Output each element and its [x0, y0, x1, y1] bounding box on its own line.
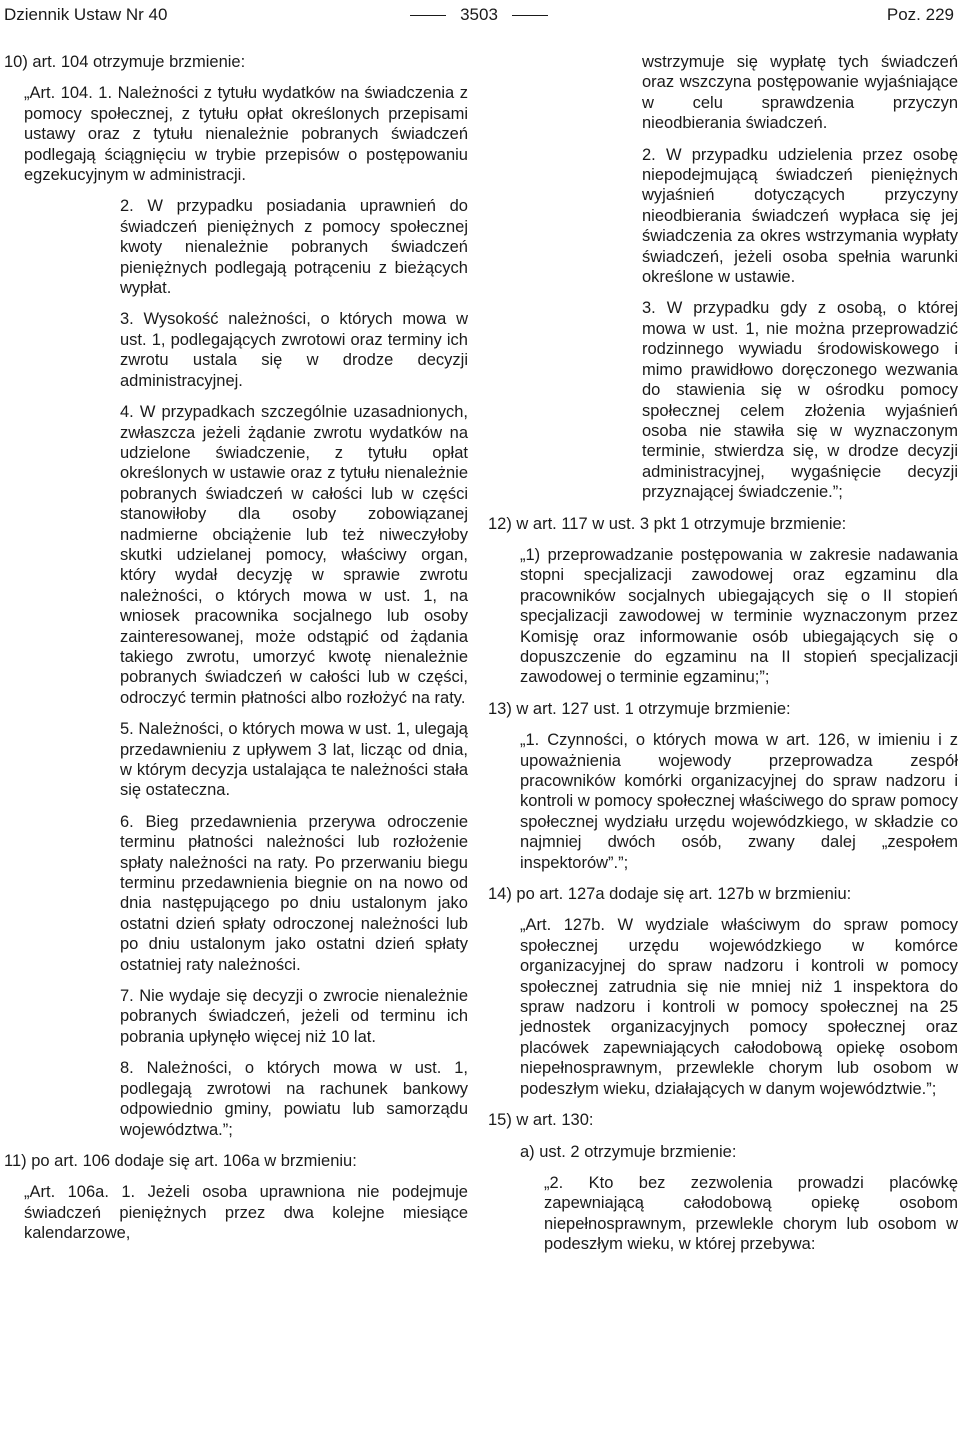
- amendment-11: 11) po art. 106 dodaje się art. 106a w brzmieniu:: [4, 1151, 357, 1170]
- amendment-14: 14) po art. 127a dodaje się art. 127b w brzmieniu:: [488, 885, 852, 904]
- art-106a-ust-1-continued: wstrzymuje się wypłatę tych świadczeń oraz wszczyna postępowanie wyjaśniające w celu sprawdzenia przyczyn nieodbierania świadczeń.: [642, 53, 958, 133]
- art-127-ust-1: „1. Czynności, o których mowa w art. 126, w imieniu i z upoważnienia wojewody przeprowadza zespół pracowników komórki organizacyjnej do spraw nadzoru i kontroli w pomocy społecznej właściwego do spraw pomocy społecznej wydziału urzędu wojewódzkiego, w składzie co najmniej dwóch osób, zwany dalej „zespołem inspektorów”.”;: [520, 731, 958, 872]
- art-104-ust-1: „Art. 104. 1. Należności z tytułu wydatków na świadczenia z pomocy społecznej, z tytułu opłat określonych przepisami ustawy oraz z tytułu nienależnie pobranych świadczeń podlegają ściągnięciu w trybie przepisów o postępowaniu egzekucyjnym w administracji.: [24, 84, 468, 185]
- amendment-10: 10) art. 104 otrzymuje brzmienie:: [4, 53, 246, 71]
- art-106a-ust-3: 3. W przypadku gdy z osobą, o której mowa w ust. 1, nie można przeprowadzić rodzinnego wywiadu środowiskowego i mimo prawidłowo doręczonego wezwania do stawienia się w ośrodku pomocy społecznej celem złożenia wyjaśnień osoba nie stawiła się w wyznaczonym terminie, stwierdza się, w drodze decyzji administracyjnej, wygaśnięcie decyzji przyznającej świadczenie.”;: [642, 299, 958, 502]
- art-117-pkt-1: „1) przeprowadzanie postępowania w zakresie nadawania stopni specjalizacji zawodowej oraz egzaminu dla pracowników socjalnych ubiegających się o II stopień specjalizacji zawodowej w terminie wyznaczonym przez Komisję oraz informowanie osób ubiegających się o dopuszczenie do egzaminu na II stopień specjalizacji zawodowej o terminie egzaminu;”;: [520, 545, 958, 687]
- journal-title: Dziennik Ustaw Nr 40: [4, 5, 168, 24]
- art-104-ust-6: 6. Bieg przedawnienia przerywa odroczenie terminu płatności należności lub rozłożenie spłaty należności na raty. Po przerwaniu biegu terminu przedawnienia biegnie on na nowo od dnia następującego po dniu ustalonym jako ostatni dzień spłaty odroczonej należności lub po dniu ustalonym jako ostatni dzień spłaty ostatniej raty należności.: [120, 812, 468, 974]
- art-104-ust-5: 5. Należności, o których mowa w ust. 1, ulegają przedawnieniu z upływem 3 lat, licząc od dnia, w którym decyzja ustalająca te należności stała się ostateczna.: [120, 720, 468, 800]
- dash-left: [410, 15, 446, 16]
- art-106a-ust-2: 2. W przypadku udzielenia przez osobę niepodejmującą świadczeń pieniężnych wyjaśnień dotyczących przyczyny nieodbierania świadczeń wypłaca się jej świadczenia za okres wstrzymania wypłaty świadczeń, jeżeli osoba spełnia warunki określone w ustawie.: [642, 145, 958, 287]
- page-header: [4, 4, 954, 34]
- art-104-ust-4: 4. W przypadkach szczególnie uzasadnionych, zwłaszcza jeżeli żądanie zwrotu wydatków na udzielone świadczenie, z tytułu opłat określonych w ustawie oraz z tytułu nienależnie pobranych świadczeń w całości lub w części stanowiłoby dla osoby zobowiązanej nadmierne obciążenie lub też niweczyłoby skutki udzielanej pomocy, właściwy organ, który wydał decyzję w sprawie zwrotu należności, o których mowa w ust. 1, na wniosek pracownika socjalnego lub osoby zainteresowanej, może odstąpić od żądania takiego zwrotu, umorzyć kwotę nienależnie pobranych świadczeń w całości lub w części, odroczyć termin płatności albo rozłożyć na raty.: [120, 403, 468, 707]
- art-104-ust-2: 2. W przypadku posiadania uprawnień do świadczeń pieniężnych z pomocy społecznej kwoty nienależnie pobranych świadczeń pieniężnych podlegają potrąceniu z bieżących wypłat.: [120, 197, 468, 298]
- amendment-15-a: a) ust. 2 otrzymuje brzmienie:: [520, 1142, 737, 1161]
- art-104-ust-7: 7. Nie wydaje się decyzji o zwrocie nienależnie pobranych świadczeń, jeżeli od terminu ich pobrania upłynęło więcej niż 10 lat.: [120, 987, 468, 1046]
- amendment-12: 12) w art. 117 w ust. 3 pkt 1 otrzymuje brzmienie:: [488, 514, 847, 533]
- dash-right: [512, 15, 548, 16]
- amendment-13: 13) w art. 127 ust. 1 otrzymuje brzmienie:: [488, 699, 791, 718]
- art-104-ust-8: 8. Należności, o których mowa w ust. 1, podlegają zwrotowi na rachunek bankowy odpowiednio gminy, powiatu lub samorządu województwa.”;: [120, 1059, 468, 1139]
- amendment-15: 15) w art. 130:: [488, 1111, 594, 1130]
- art-130-ust-2: „2. Kto bez zezwolenia prowadzi placówkę zapewniającą całodobową opiekę osobom niepełnosprawnym, przewlekle chorym lub osobom w podeszłym wieku, w której przebywa:: [544, 1173, 958, 1254]
- left-column: [4, 52, 468, 1255]
- art-106a-ust-1: „Art. 106a. 1. Jeżeli osoba uprawniona nie podejmuje świadczeń pieniężnych przez dwa kolejne miesiące kalendarzowe,: [24, 1183, 468, 1243]
- page-number-wrap: [4, 4, 954, 26]
- position-number: Poz. 229: [886, 5, 954, 24]
- art-104-ust-3: 3. Wysokość należności, o których mowa w ust. 1, podlegających zwrotowi oraz terminy ich zwrotu ustala się w drodze decyzji administracyjnej.: [120, 310, 468, 390]
- right-column: [488, 52, 958, 1266]
- art-127b: „Art. 127b. W wydziale właściwym do spraw pomocy społecznej urzędu wojewódzkiego w komórce organizacyjnej do spraw nadzoru i kontroli w pomocy społecznej zatrudnia się nie mniej niż 1 inspektora do spraw nadzoru i kontroli w pomocy społecznej na 25 jednostek organizacyjnych pomocy społecznej oraz placówek zapewniających całodobową opiekę osobom niepełnosprawnym, przewlekle chorym lub osobom w podeszłym wieku, działających w danym województwie.”;: [520, 916, 958, 1098]
- page-number: 3503: [460, 5, 498, 24]
